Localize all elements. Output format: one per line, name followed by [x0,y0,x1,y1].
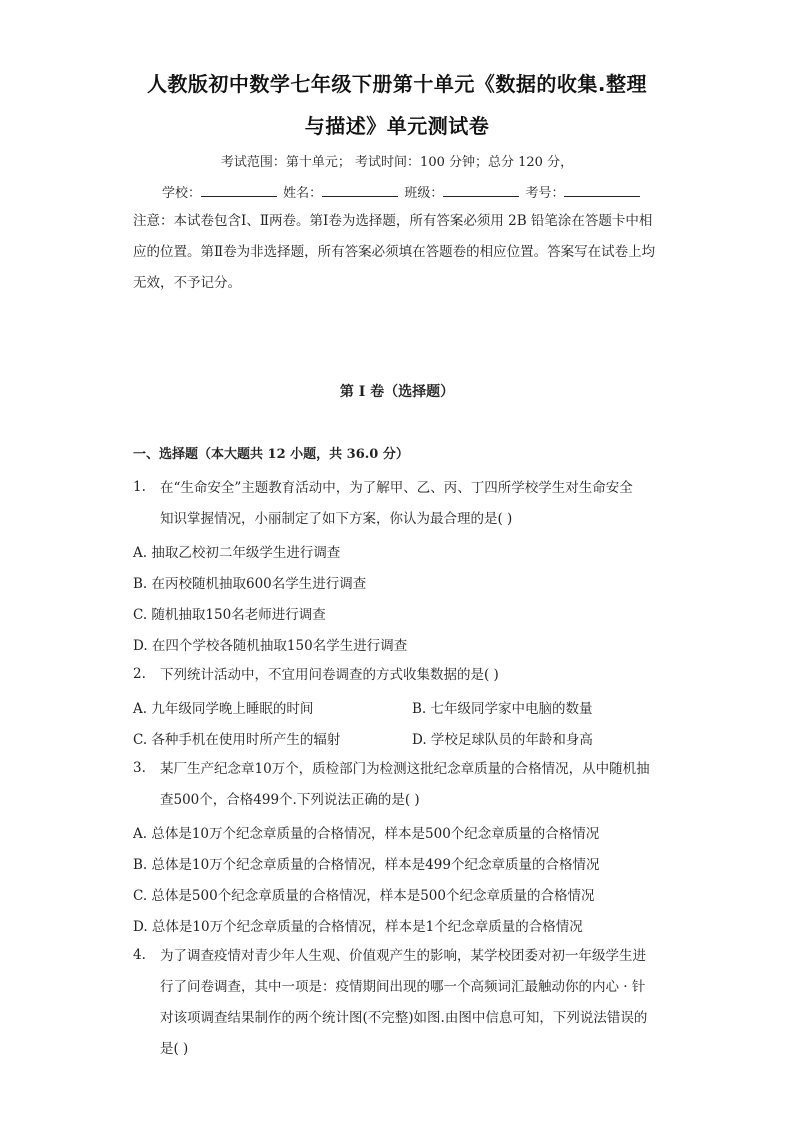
question-3-option-a: A. 总体是10万个纪念章质量的合格情况，样本是500个纪念章质量的合格情况 [133,826,600,842]
question-1-option-b: B. 在丙校随机抽取600名学生进行调查 [133,576,367,592]
question-4-line-4: 是( ) [160,1041,189,1057]
question-2-option-d: D. 学校足球队员的年龄和身高 [412,732,593,748]
exam-meta: 考试范围：第十单元； 考试时间：100 分钟；总分 120 分， [220,155,574,170]
question-2-line-1: 下列统计活动中，不宜用问卷调查的方式收集数据的是( ) [160,667,499,683]
exam-title-line-1: 人教版初中数学七年级下册第十单元《数据的收集.整理 [146,72,648,96]
question-3-number: 3. [133,760,146,776]
question-3-line-1: 某厂生产纪念章10万个，质检部门为检测这批纪念章质量的合格情况，从中随机抽 [160,761,650,777]
question-1-option-d: D. 在四个学校各随机抽取150名学生进行调查 [133,638,408,654]
class-label: 班级： [404,186,444,201]
question-4-number: 4. [133,947,146,963]
question-1-option-a: A. 抽取乙校初二年级学生进行调查 [133,545,341,561]
question-1-line-2: 知识掌握情况，小丽制定了如下方案，你认为最合理的是( ) [160,511,513,527]
question-3-option-b: B. 总体是10万个纪念章质量的合格情况，样本是499个纪念章质量的合格情况 [133,857,600,873]
question-4-line-2: 行了问卷调查，其中一项是：疫情期间出现的哪一个高频词汇最触动你的内心 · 针 [160,979,646,995]
question-1-text [160,473,665,535]
class-blank[interactable] [443,184,519,197]
question-2-option-b: B. 七年级同学家中电脑的数量 [412,701,593,717]
name-label: 姓名： [283,186,323,201]
exam-title-line-2: 与描述》单元测试卷 [304,114,490,138]
question-3-option-d: D. 总体是10万个纪念章质量的合格情况，样本是1个纪念章质量的合格情况 [133,919,583,935]
question-4-line-1: 为了调查疫情对青少年人生观、价值观产生的影响，某学校团委对初一年级学生进 [160,948,646,964]
exam-no-blank[interactable] [564,184,640,197]
question-2-option-c: C. 各种手机在使用时所产生的辐射 [133,732,341,748]
question-1-option-c: C. 随机抽取150名老师进行调查 [133,607,326,623]
question-4-text [160,941,665,1065]
question-2-number: 2. [133,666,146,682]
exam-note: 注意：本试卷包含Ⅰ、Ⅱ两卷。第Ⅰ卷为选择题，所有答案必须用 2B 铅笔涂在答题卡中相应的位置。第Ⅱ卷为非选择题，所有答案必须填在答题卷的相应位置。答案写在试卷上均无效，不予记分。 [133,213,656,291]
school-label: 学校： [162,186,202,201]
student-info-fields [162,182,642,201]
question-1-number: 1. [133,479,146,495]
question-3-option-c: C. 总体是500个纪念章质量的合格情况，样本是500个纪念章质量的合格情况 [133,888,595,904]
name-blank[interactable] [322,184,398,197]
exam-no-label: 考号： [525,186,565,201]
question-3-text [160,754,665,816]
part-heading: 一、选择题（本大题共 12 小题，共 36.0 分） [133,447,409,462]
section-title: 第 I 卷（选择题） [339,384,455,400]
question-3-line-2: 查500个，合格499个.下列说法正确的是( ) [160,792,420,808]
question-2-text [160,660,665,691]
school-blank[interactable] [201,184,277,197]
question-1-line-1: 在“生命安全”主题教育活动中，为了解甲、乙、丙、丁四所学校学生对生命安全 [160,480,633,496]
question-4-line-3: 对该项调查结果制作的两个统计图(不完整)如图.由图中信息可知，下列说法错误的 [160,1010,648,1026]
question-2-option-a: A. 九年级同学晚上睡眠的时间 [133,701,314,717]
